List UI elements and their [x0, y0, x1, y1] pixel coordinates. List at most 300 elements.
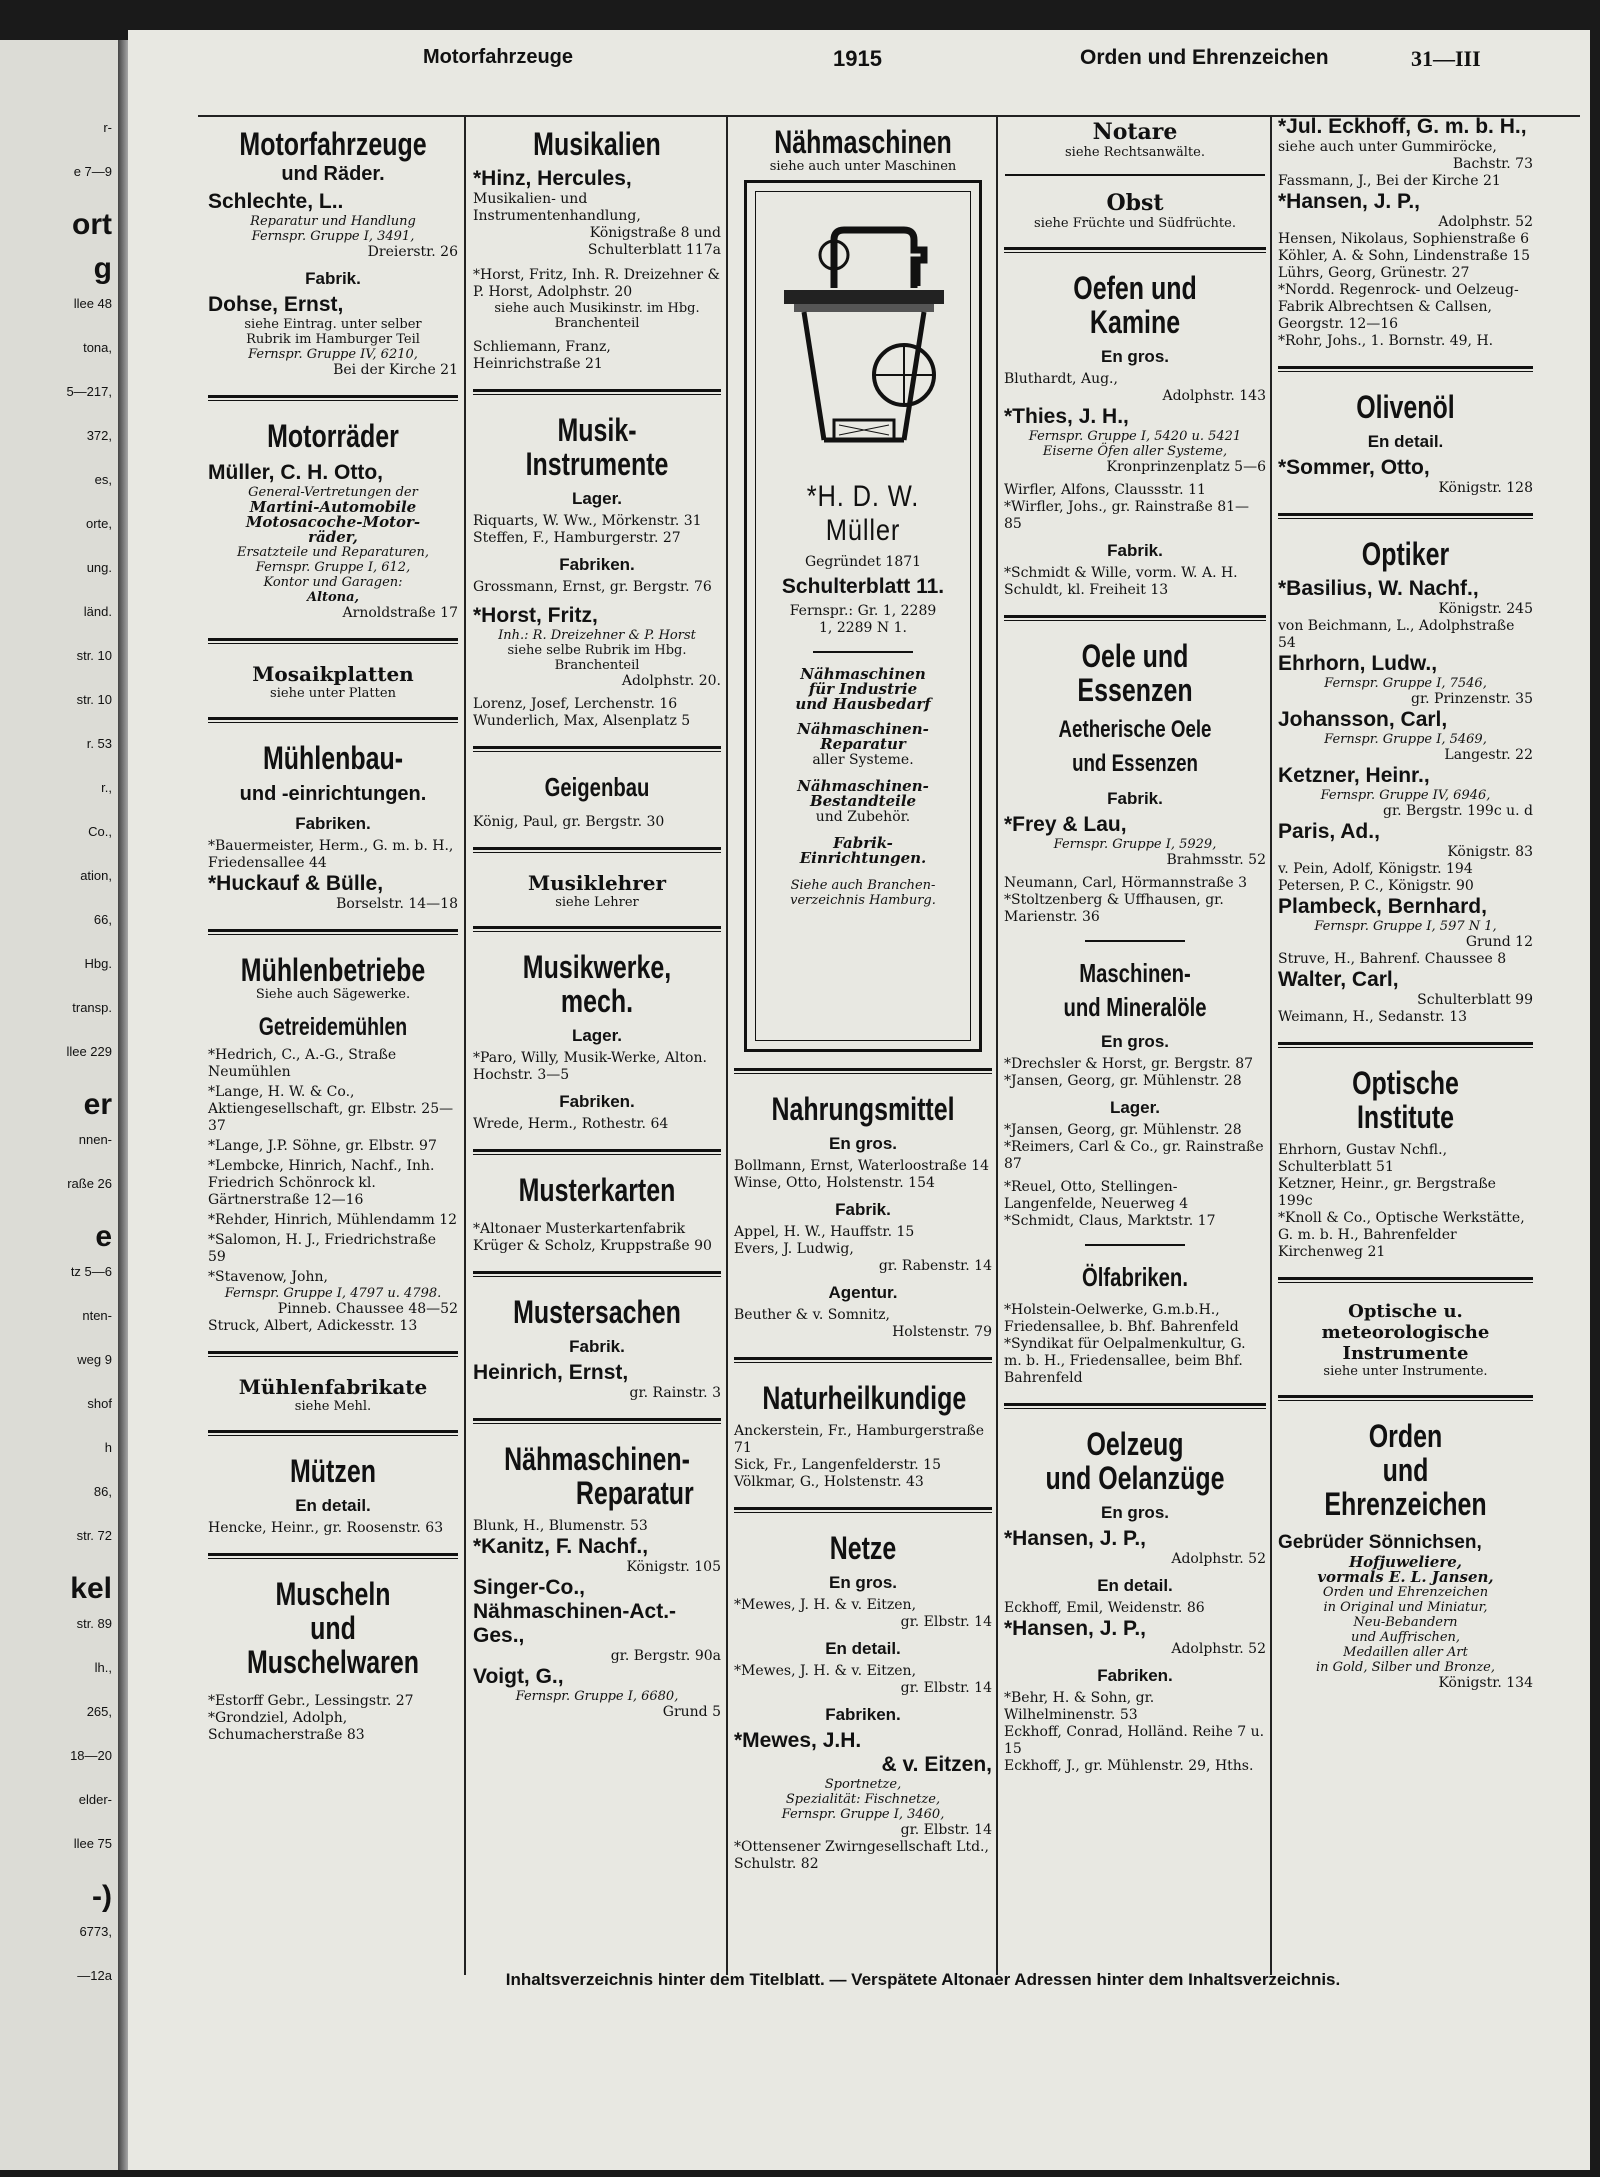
entry-address: gr. Elbstr. 14 [900, 1614, 992, 1630]
entry: *Jansen, Georg, gr. Mühlenstr. 28 [1004, 1122, 1242, 1138]
see-reference: Siehe auch Sägewerke. [255, 987, 411, 1002]
entry-note: Rubrik im Hamburger Teil [246, 332, 420, 347]
page-number: 31—III [1411, 46, 1481, 71]
heading-obst: Obst [1106, 190, 1164, 216]
entry-note: Reparatur und Handlung [250, 214, 416, 229]
heading-netze: Netze [829, 1530, 897, 1566]
strip-text: tona, [83, 340, 112, 355]
entry-firm: *Hinz, Hercules, [473, 167, 632, 190]
section-rule [734, 1507, 992, 1513]
section-rule [473, 1418, 721, 1424]
subheading: En detail. [1367, 432, 1444, 451]
entry-note: Orden und Ehrenzeichen [1322, 1585, 1489, 1600]
entry: *Rehder, Hinrich, Mühlendamm 12 [208, 1212, 458, 1228]
ad-line: Reparatur [820, 735, 906, 753]
ad-line: Einrichtungen. [799, 849, 927, 867]
strip-text: 18—20 [70, 1748, 112, 1763]
strip-text: 372, [86, 428, 112, 443]
section-rule [1278, 513, 1533, 519]
entry: von Beichmann, L., Adolphstraße 54 [1278, 618, 1515, 651]
entry: Schliemann, Franz, Heinrichstraße 21 [473, 339, 611, 372]
ad-line: aller Systeme. [812, 752, 914, 768]
strip-text: 6773, [79, 1924, 112, 1939]
section-rule [1005, 174, 1265, 176]
subheading: Fabrik. [1107, 789, 1163, 808]
entry-note: Ersatzteile und Reparaturen, [237, 545, 429, 560]
heading-getreidemuehlen: Getreidemühlen [258, 1013, 408, 1041]
see-reference: siehe Lehrer [555, 895, 639, 910]
strip-text: 265, [86, 1704, 112, 1719]
entry: Hencke, Heinr., gr. Roosenstr. 63 [208, 1520, 444, 1536]
entry: *Paro, Willy, Musik-Werke, Alton. Hochstr. 3—5 [473, 1050, 707, 1083]
entry-address: Königstr. 128 [1438, 480, 1533, 496]
heading-motorfahrzeuge: Motorfahrzeuge [239, 126, 427, 162]
heading-naehmaschinen: Nähmaschinen [774, 124, 952, 160]
strip-text: r., [101, 780, 112, 795]
section-rule [734, 1068, 992, 1074]
heading-musikwerke: Musikwerke, mech. [522, 949, 672, 1019]
entry-note: Altona, [306, 590, 360, 605]
subheading: Fabriken. [559, 555, 635, 574]
strip-text: ort [72, 208, 112, 241]
subheading: Fabrik. [569, 1337, 625, 1356]
header-right: Orden und Ehrenzeichen [1080, 46, 1329, 69]
entry-address: Kronprinzenplatz 5—6 [1106, 459, 1266, 475]
entry-note: Martini-Automobile [249, 498, 417, 516]
entry-phone: Fernspr. Gruppe I, 7546, [1324, 676, 1487, 691]
entry-note: Sportnetze, [824, 1777, 902, 1792]
entry-note: Hofjuweliere, [1348, 1553, 1463, 1571]
entry: Eckhoff, J., gr. Mühlenstr. 29, Hths. [1004, 1758, 1254, 1774]
entry-address: Adolphstr. 52 [1171, 1641, 1266, 1657]
header-left: Motorfahrzeuge [423, 46, 573, 68]
section-rule [208, 638, 458, 644]
strip-text: e [95, 1220, 112, 1253]
entry: *Stavenow, John, [208, 1269, 328, 1285]
heading-maschinen: Maschinen- [1079, 958, 1191, 988]
see-reference: siehe unter Platten [270, 686, 396, 701]
heading-optische-institute: Optische Institute [1352, 1065, 1459, 1135]
entry: *Mewes, J. H. & v. Eitzen, [734, 1597, 917, 1613]
ad-founded: Gegründet 1871 [804, 554, 922, 570]
entry-address: Schulterblatt 99 [1417, 992, 1533, 1008]
ad-line: Nähmaschinen- [797, 720, 929, 738]
entry-firm: & v. Eitzen, [881, 1753, 992, 1776]
entry-firm: *Huckauf & Bülle, [208, 872, 384, 895]
entry: *Hedrich, C., A.-G., Straße Neumühlen [208, 1047, 397, 1080]
ad-line: verzeichnis Hamburg. [790, 893, 936, 908]
entry-address: Borselstr. 14—18 [336, 896, 458, 912]
strip-text: kel [70, 1572, 112, 1605]
section-rule [473, 1271, 721, 1277]
entry-address: Adolphstr. 20. [621, 673, 721, 689]
heading-nahrungsmittel: Nahrungsmittel [771, 1091, 955, 1127]
entry-firm: Paris, Ad., [1278, 820, 1380, 843]
subheading: Fabriken. [825, 1705, 901, 1724]
entry-address: Königstr. 83 [1447, 844, 1533, 860]
entry: *Mewes, J. H. & v. Eitzen, [734, 1663, 917, 1679]
entry-address: gr. Rabenstr. 14 [878, 1258, 992, 1274]
entry: Struve, H., Bahrenf. Chaussee 8 [1278, 951, 1507, 967]
heading-musterkarten: Musterkarten [518, 1172, 676, 1208]
entry: *Grondziel, Adolph, Schumacherstraße 83 [208, 1710, 365, 1743]
entry: *Behr, H. & Sohn, gr. Wilhelminenstr. 53 [1004, 1690, 1155, 1723]
heading-optische-instrumente-sub: Instrumente [1342, 1343, 1469, 1364]
heading-oelzeug: Oelzeug [1086, 1426, 1184, 1462]
strip-text: -) [92, 1880, 112, 1913]
section-rule [1278, 1042, 1533, 1048]
heading-oefen-und-kamine: Oefen und Kamine [1073, 270, 1197, 340]
ad-address: Schulterblatt 11. [781, 575, 945, 598]
subheading: En gros. [828, 1573, 897, 1592]
strip-text: lh., [94, 1660, 112, 1675]
heading-muehlenbau: Mühlenbau- [262, 740, 404, 776]
entry-phone: Fernspr. Gruppe IV, 6946, [1320, 788, 1491, 803]
header-center: 1915 [833, 46, 882, 71]
entry-note: Musikalien- und Instrumentenhandlung, [473, 191, 641, 224]
entry-firm: Walter, Carl, [1278, 968, 1399, 991]
page-footer: Inhaltsverzeichnis hinter dem Titelblatt. — Verspätete Altonaer Adressen hinter dem Inhaltsverzeichnis. [505, 1970, 1341, 1989]
section-rule [1278, 1277, 1533, 1283]
entry-phone: Fernspr. Gruppe I, 612, [255, 560, 411, 575]
entry: *Nordd. Regenrock- und Oelzeug-Fabrik Albrechtsen & Callsen, Georgstr. 12—16 [1278, 282, 1519, 332]
entry: *Altonaer Musterkartenfabrik Krüger & Scholz, Kruppstraße 90 [473, 1221, 712, 1254]
entry: v. Pein, Adolf, Königstr. 194 [1278, 861, 1473, 877]
strip-text: llee 48 [73, 296, 112, 311]
entry: *Syndikat für Oelpalmenkultur, G. m. b. H., Friedensallee, beim Bhf. Bahrenfeld [1004, 1336, 1246, 1386]
section-rule [208, 929, 458, 935]
entry-firm: Singer-Co., Nähmaschinen-Act.-Ges., [473, 1576, 677, 1647]
entry-note: vormals E. L. Jansen, [1317, 1568, 1494, 1586]
column-3 [734, 115, 992, 1975]
entry-list [208, 1047, 458, 1286]
entry-address: Königstr. 105 [626, 1559, 721, 1575]
strip-text: str. 10 [76, 692, 112, 707]
previous-page-strip [0, 40, 118, 2170]
see-reference: siehe Mehl. [294, 1399, 372, 1414]
entry: *Estorff Gebr., Lessingstr. 27 [208, 1693, 414, 1709]
section-rule [473, 389, 721, 395]
entry-firm: Dohse, Ernst, [208, 293, 344, 316]
entry: Appel, H. W., Hauffstr. 15 [734, 1224, 915, 1240]
heading-orden-sub: und Ehrenzeichen [1324, 1452, 1487, 1522]
entry: Fassmann, J., Bei der Kirche 21 [1278, 173, 1501, 189]
ad-line: und Hausbedarf [795, 695, 931, 713]
strip-text: g [93, 252, 112, 285]
page-header [128, 30, 1590, 100]
entry: *Rohr, Johs., 1. Bornstr. 49, H. [1278, 333, 1494, 349]
entry-firm: Gebrüder Sönnichsen, [1278, 1532, 1482, 1553]
entry-note: Eiserne Öfen aller Systeme, [1042, 444, 1228, 459]
entry-firm: *Sommer, Otto, [1278, 456, 1430, 479]
entry: *Jansen, Georg, gr. Mühlenstr. 28 [1004, 1073, 1242, 1089]
ad-phone: 1, 2289 N 1. [819, 620, 907, 636]
subheading: Agentur. [828, 1283, 898, 1302]
entry-address: Grund 12 [1465, 934, 1533, 950]
entry-phone: Fernspr. Gruppe I, 4797 u. 4798. [224, 1286, 442, 1301]
entry-phone: Fernspr. Gruppe I, 5420 u. 5421 [1028, 429, 1242, 444]
strip-text: e 7—9 [73, 164, 112, 179]
heading-aetherische-oele-sub: und Essenzen [1072, 750, 1198, 777]
heading-naturheilkundige: Naturheilkundige [762, 1380, 967, 1416]
entry-note: Motosacoche-Motor- [245, 513, 421, 531]
sewing-machine-icon [764, 200, 964, 470]
section-rule [473, 746, 721, 752]
entry-firm: Johansson, Carl, [1278, 708, 1448, 731]
strip-text: —12a [77, 1968, 112, 1983]
entry-phone: Fernspr. Gruppe I, 6680, [515, 1689, 679, 1704]
strip-text: elder- [78, 1792, 112, 1807]
entry: Beuther & v. Somnitz, [734, 1307, 890, 1323]
entry-firm: *Hansen, J. P., [1004, 1527, 1147, 1550]
entry-note: und Auffrischen, [1350, 1630, 1461, 1645]
entry: *Lange, H. W. & Co., Aktiengesellschaft, gr. Elbstr. 25—37 [208, 1084, 454, 1134]
entry-firm: *Thies, J. H., [1004, 405, 1129, 428]
strip-text: länd. [83, 604, 112, 619]
entry-phone: Fernspr. Gruppe I, 3491, [251, 229, 415, 244]
section-rule [473, 1149, 721, 1155]
entry-phone: Fernspr. Gruppe I, 5469, [1324, 732, 1487, 747]
entry-firm: *Horst, Fritz, [473, 604, 598, 627]
entry-address: Dreierstr. 26 [367, 244, 458, 260]
entry: *Salomon, H. J., Friedrichstraße 59 [208, 1232, 437, 1265]
entry-phone: Fernspr. Gruppe IV, 6210, [248, 347, 418, 362]
entry: Blunk, H., Blumenstr. 53 [473, 1518, 648, 1534]
entry: *Ottensener Zwirngesellschaft Ltd., Schulstr. 82 [734, 1839, 989, 1872]
entry-address: Bei der Kirche 21 [333, 362, 458, 378]
subheading: En gros. [1100, 1503, 1169, 1522]
section-rule [1085, 1244, 1185, 1246]
entry-address: Langestr. 22 [1444, 747, 1533, 763]
entry: König, Paul, gr. Bergstr. 30 [473, 814, 665, 830]
entry-address: Brahmsstr. 52 [1166, 852, 1266, 868]
strip-text: shof [87, 1396, 112, 1411]
entry-address: gr. Bergstr. 199c u. d [1382, 803, 1533, 819]
strip-text: es, [94, 472, 112, 487]
entry: *Schmidt & Wille, vorm. W. A. H. Schuldt, kl. Freiheit 13 [1004, 565, 1238, 598]
entry-note: Spezialität: Fischnetze, [785, 1792, 941, 1807]
entry-address: Grund 5 [662, 1704, 721, 1720]
heading-muehlenbau-sub: und -einrichtungen. [239, 783, 427, 805]
subheading: En gros. [1100, 347, 1169, 366]
entry-firm: Schlechte, L.. [208, 190, 344, 213]
ad-line: Nähmaschinen- [797, 777, 929, 795]
entry: Wirfler, Alfons, Claussstr. 11 [1004, 482, 1206, 498]
entry: *Lange, J.P. Söhne, gr. Elbstr. 97 [208, 1138, 437, 1154]
entry: Eckhoff, Emil, Weidenstr. 86 [1004, 1600, 1205, 1616]
entry: Grossmann, Ernst, gr. Bergstr. 76 [473, 579, 712, 595]
heading-muscheln: Muscheln [275, 1576, 391, 1612]
subheading: En gros. [1100, 1032, 1169, 1051]
entry: Evers, J. Ludwig, [734, 1241, 854, 1257]
section-rule [1085, 940, 1185, 942]
heading-aetherische-oele: Aetherische Oele [1058, 716, 1212, 743]
strip-text: 5—217, [66, 384, 112, 399]
entry-firm: Müller, C. H. Otto, [208, 461, 384, 484]
entry-note: in Original und Miniatur, [1323, 1600, 1488, 1615]
column-divider [726, 115, 728, 1975]
strip-text: str. 10 [76, 648, 112, 663]
section-rule [208, 395, 458, 401]
see-reference: siehe Rechtsanwälte. [1065, 145, 1205, 160]
entry-address: gr. Bergstr. 90a [610, 1648, 721, 1664]
ad-line: Bestandteile [809, 792, 917, 810]
strip-text: transp. [72, 1000, 112, 1015]
heading-muehlenfabrikate: Mühlenfabrikate [238, 1375, 428, 1399]
entry: Wunderlich, Max, Alsenplatz 5 [473, 713, 691, 729]
entry-address: gr. Prinzenstr. 35 [1411, 691, 1533, 707]
heading-olivenoel: Olivenöl [1356, 389, 1455, 425]
entry-firm: *Hansen, J. P., [1278, 190, 1421, 213]
heading-oele-und-essenzen: Oele und Essenzen [1077, 638, 1193, 708]
entry: *Horst, Fritz, Inh. R. Dreizehner & P. Horst, Adolphstr. 20 [473, 267, 720, 300]
heading-geigenbau: Geigenbau [544, 772, 650, 802]
see-reference: siehe unter Instrumente. [1323, 1364, 1488, 1379]
entry-address: Königstraße 8 und [589, 225, 721, 241]
strip-text: r. 53 [86, 736, 112, 751]
column-4 [1004, 115, 1266, 1975]
strip-text: weg 9 [77, 1352, 112, 1367]
entry-address: Königstr. 245 [1438, 601, 1533, 617]
entry-address: Adolphstr. 143 [1162, 388, 1266, 404]
entry: *Reuel, Otto, Stellingen-Langenfelde, Neuerweg 4 [1004, 1179, 1189, 1212]
entry-phone: Fernspr. Gruppe I, 3460, [781, 1807, 945, 1822]
strip-text: 86, [93, 1484, 112, 1499]
strip-text: str. 89 [76, 1616, 112, 1631]
strip-text: Co., [88, 824, 112, 839]
entry-note: Kontor und Garagen: [263, 575, 403, 590]
entry-note: in Gold, Silber und Bronze, [1315, 1660, 1496, 1675]
entry-address: Pinneb. Chaussee 48—52 [277, 1301, 458, 1317]
entry-firm: *Jul. Eckhoff, G. m. b. H., [1278, 115, 1527, 138]
strip-text: r- [103, 120, 112, 135]
entry-address: Arnoldstraße 17 [342, 605, 458, 621]
entry-address: Königstr. 134 [1438, 1675, 1533, 1691]
subheading: En detail. [295, 1496, 371, 1515]
heading-oelfabriken: Ölfabriken. [1082, 1262, 1188, 1292]
section-rule [1278, 1395, 1533, 1401]
strip-text: ation, [80, 868, 112, 883]
entry-note: Medaillen aller Art [1343, 1645, 1468, 1660]
heading-musikalien: Musikalien [533, 126, 661, 162]
entry: Steffen, F., Hamburgerstr. 27 [473, 530, 681, 546]
entry: Lorenz, Josef, Lerchenstr. 16 [473, 696, 678, 712]
entry-firm: Ketzner, Heinr., [1278, 764, 1430, 787]
entry-firm: Plambeck, Bernhard, [1278, 895, 1487, 918]
ad-line: und Zubehör. [815, 809, 911, 825]
strip-text: orte, [85, 516, 112, 531]
entry: Ketzner, Heinr., gr. Bergstraße 199c [1278, 1176, 1496, 1209]
heading-muetzen: Mützen [290, 1453, 376, 1489]
strip-text: tz 5—6 [70, 1264, 112, 1279]
column-divider [1270, 115, 1272, 1975]
subheading: Fabrik. [1107, 541, 1163, 560]
entry: Weimann, H., Sedanstr. 13 [1278, 1009, 1468, 1025]
entry-phone: Fernspr. Gruppe I, 597 N 1, [1314, 919, 1497, 934]
entry-firm: *Basilius, W. Nachf., [1278, 577, 1479, 600]
ad-rule [813, 651, 913, 653]
see-reference: siehe auch Musikinstr. im Hbg. Branchenteil [494, 301, 700, 331]
entry-address: Schulterblatt 117a [587, 242, 721, 258]
entry: Eckhoff, Conrad, Holländ. Reihe 7 u. 15 [1004, 1724, 1265, 1757]
subheading: En detail. [1097, 1576, 1173, 1595]
heading-maschinen-sub: und Mineralöle [1063, 992, 1207, 1022]
entry: Neumann, Carl, Hörmannstraße 3 [1004, 875, 1248, 891]
section-rule [208, 717, 458, 723]
heading-muscheln-sub: und Muschelwaren [246, 1610, 419, 1680]
strip-text: er [83, 1088, 112, 1121]
subheading: Fabriken. [559, 1092, 635, 1111]
entry-address: Adolphstr. 52 [1171, 1551, 1266, 1567]
ad-line: Nähmaschinen [800, 665, 926, 683]
column-2 [473, 115, 721, 1975]
entry: *Holstein-Oelwerke, G.m.b.H., Friedensallee, b. Bhf. Bahrenfeld [1004, 1302, 1239, 1335]
entry: Winse, Otto, Holstenstr. 154 [734, 1175, 935, 1191]
strip-text: str. 72 [76, 1528, 112, 1543]
entry: Lührs, Georg, Grünestr. 27 [1278, 265, 1470, 281]
entry-firm: *Mewes, J.H. [734, 1729, 862, 1752]
strip-text: Hbg. [84, 956, 112, 971]
ad-phone: Fernspr.: Gr. 1, 2289 [789, 603, 937, 619]
ad-line: Siehe auch Branchen- [790, 878, 936, 893]
strip-text: 66, [93, 912, 112, 927]
section-rule [208, 1553, 458, 1559]
strip-text: ung. [86, 560, 112, 575]
see-reference: siehe auch unter Maschinen [769, 159, 957, 174]
column-5 [1278, 115, 1533, 1975]
entry: *Drechsler & Horst, gr. Bergstr. 87 [1004, 1056, 1254, 1072]
entry: Wrede, Herm., Rothestr. 64 [473, 1116, 669, 1132]
subheading: Lager. [571, 489, 623, 508]
strip-text: llee 229 [66, 1044, 112, 1059]
section-rule [473, 926, 721, 932]
section-rule [1004, 1403, 1266, 1409]
see-reference: siehe selbe Rubrik im Hbg. Branchenteil [507, 643, 687, 673]
column-1 [208, 115, 458, 1975]
column-divider [996, 115, 998, 1975]
heading-naehmaschinen-reparatur-sub: Reparatur [575, 1475, 694, 1511]
heading-muehlenbetriebe: Mühlenbetriebe [240, 952, 426, 988]
entry: Petersen, P. C., Königstr. 90 [1278, 878, 1474, 894]
entry-address: gr. Elbstr. 14 [900, 1822, 992, 1838]
entry: Struck, Albert, Adickesstr. 13 [208, 1318, 418, 1334]
section-rule [734, 1357, 992, 1363]
directory-page [128, 30, 1590, 2170]
strip-text: raße 26 [67, 1176, 112, 1191]
entry-note: siehe auch unter Gummiröcke, [1278, 139, 1497, 155]
entry-address: gr. Rainstr. 3 [629, 1385, 721, 1401]
entry: *Reimers, Carl & Co., gr. Rainstraße 87 [1004, 1139, 1264, 1172]
heading-musiklehrer: Musiklehrer [527, 871, 667, 895]
heading-motorfahrzeuge-sub: und Räder. [281, 163, 385, 185]
subheading: En detail. [825, 1639, 901, 1658]
subheading: Fabrik. [835, 1200, 891, 1219]
entry-note: siehe Eintrag. unter selber [244, 317, 422, 332]
heading-optische-instrumente: Optische u. meteorologische [1321, 1301, 1490, 1343]
heading-mustersachen: Mustersachen [513, 1294, 681, 1330]
subheading: Lager. [1109, 1098, 1161, 1117]
strip-text: nten- [82, 1308, 112, 1323]
entry: Sick, Fr., Langenfelderstr. 15 [734, 1457, 941, 1473]
entry: Bollmann, Ernst, Waterloostraße 14 [734, 1158, 990, 1174]
subheading: Lager. [571, 1026, 623, 1045]
entry-address: Adolphstr. 52 [1438, 214, 1533, 230]
subheading: Fabriken. [1097, 1666, 1173, 1685]
strip-text: llee 75 [73, 1836, 112, 1851]
ad-line: Fabrik- [833, 834, 893, 852]
section-rule [208, 1351, 458, 1357]
entry: *Lembcke, Hinrich, Nachf., Inh. Friedrich Schönrock kl. Gärtnerstraße 12—16 [208, 1158, 435, 1208]
